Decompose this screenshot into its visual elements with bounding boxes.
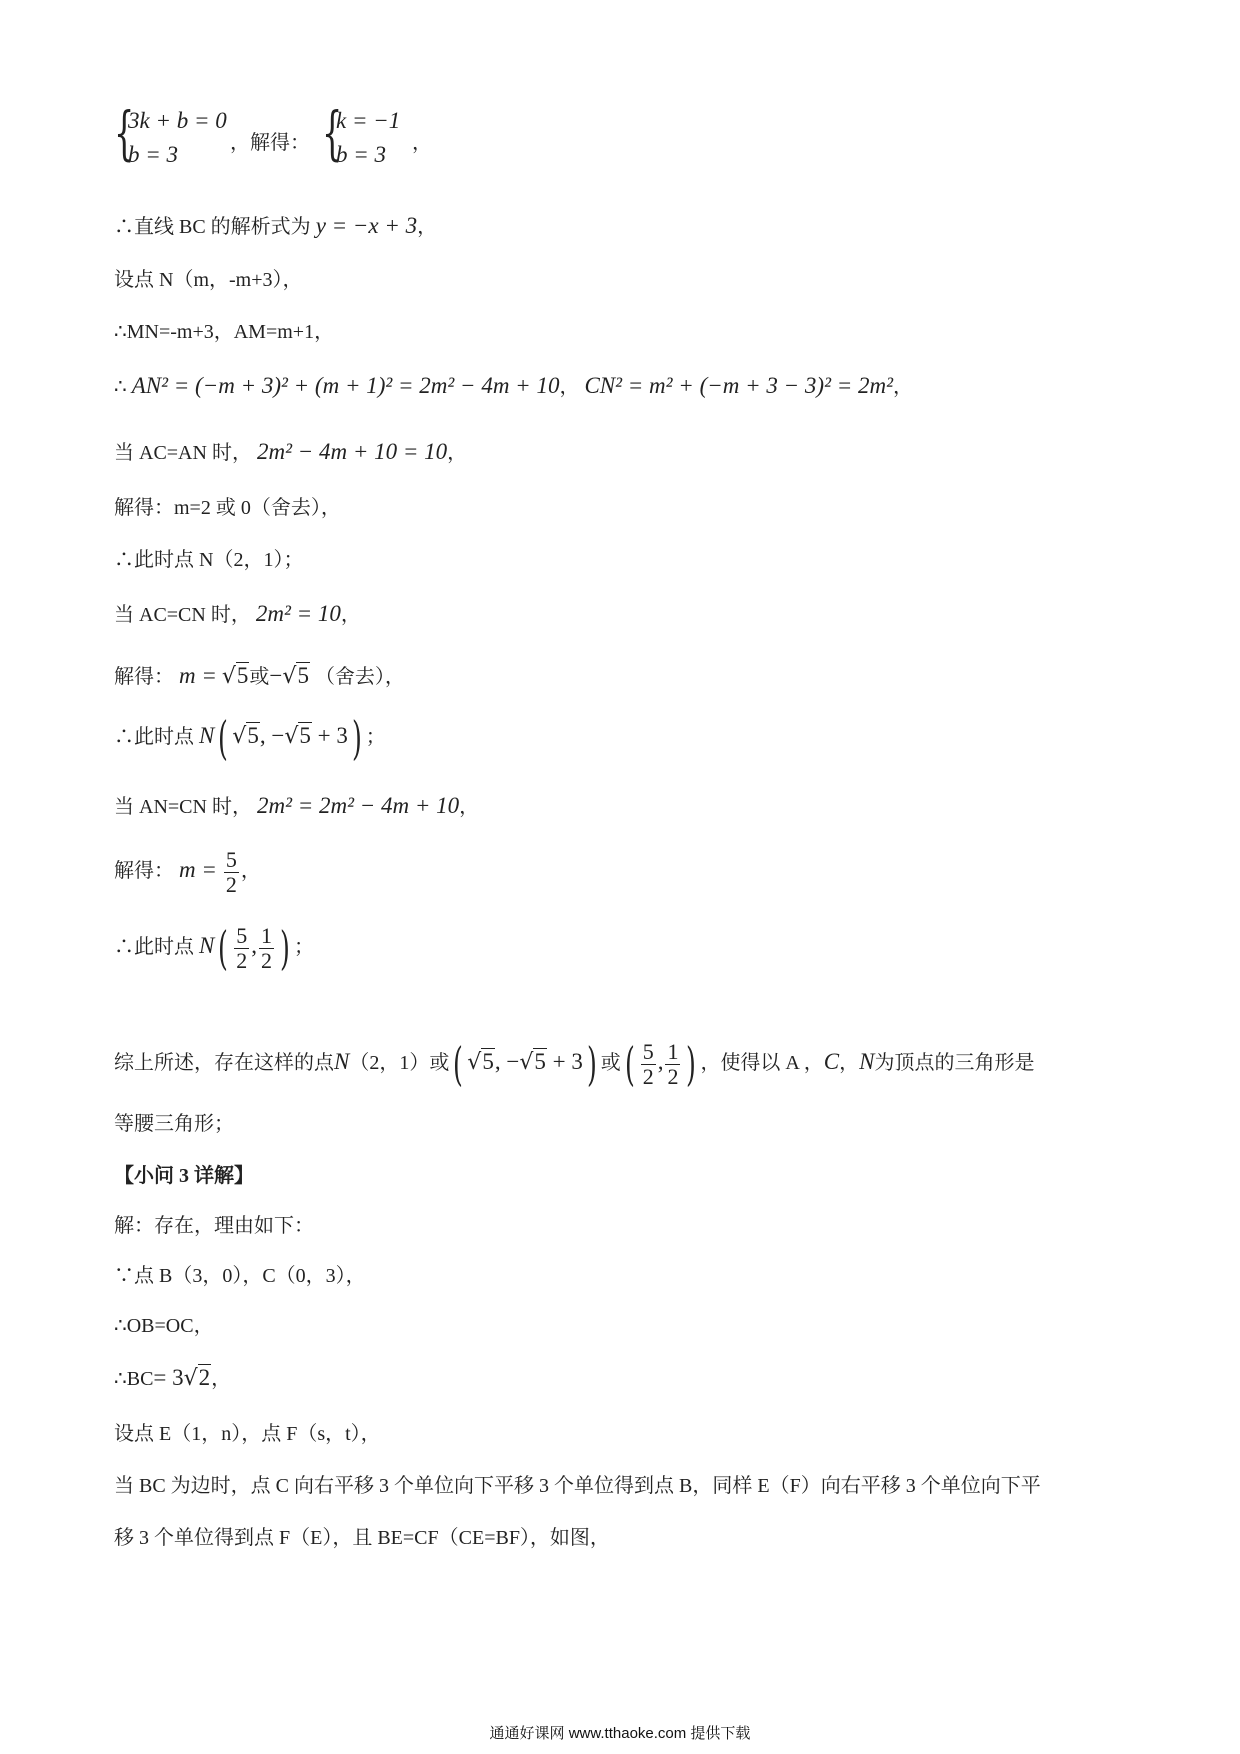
point-n: N [334, 1049, 350, 1074]
text: ∴此时点 [114, 726, 194, 748]
text: ∴直线 BC 的解析式为 [114, 216, 311, 238]
denominator: 2 [667, 1063, 679, 1089]
text: 当 AC=AN 时， [114, 442, 252, 464]
fraction-5-2 [641, 1040, 656, 1089]
text: 为顶点的三角形是 [874, 1052, 1035, 1074]
denominator: 2 [261, 947, 273, 973]
system-end-comma: ， [412, 132, 432, 154]
radicand: 5 [299, 723, 311, 748]
text: 解得： [114, 666, 174, 688]
left-system-row-1: 3k + b = 0 [128, 108, 227, 133]
text: ， [839, 1052, 860, 1074]
left-paren: ( [453, 1037, 464, 1092]
right-paren: ) [351, 711, 362, 766]
radicand: 2 [198, 1365, 211, 1390]
punct: ， [340, 604, 361, 626]
numerator: 1 [261, 922, 273, 948]
radicand: 5 [482, 1049, 494, 1074]
left-brace: { [114, 99, 135, 167]
line-case-an-cn [114, 792, 479, 821]
line-answer-exists: 解：存在，理由如下： [114, 1215, 314, 1237]
sqrt-5: √5 [232, 723, 259, 749]
radicand: 5 [236, 663, 249, 688]
left-system-row-2: b = 3 [128, 142, 179, 167]
fraction-1-2 [665, 1040, 680, 1089]
left-system [114, 99, 234, 176]
punct: ， [893, 376, 913, 398]
radicand: 5 [247, 723, 259, 748]
line-isosceles: 等腰三角形； [114, 1113, 234, 1135]
minus: − [269, 663, 283, 688]
denominator: 2 [642, 1063, 654, 1089]
left-paren: ( [624, 1037, 635, 1092]
equation: 2m² − 4m + 10 = 10 [256, 439, 448, 464]
line-summary: 综上所述，存在这样的点N（2，1）或( √5, −√5 + 3) 或( $\frac{5}{2}$ , $\frac{1}{2}$ ) ，使得以 A ，C，N为顶点的三角形是 [114, 1034, 1034, 1092]
punct: ； [294, 936, 314, 958]
equation: 2m² = 2m² − 4m + 10 [256, 793, 460, 818]
punct: ， [559, 376, 580, 398]
text: （2，1）或 [349, 1052, 450, 1074]
discard-note: （舍去）， [314, 666, 405, 688]
text: ，使得以 A ， [700, 1052, 824, 1074]
sqrt-5: √5 [284, 723, 311, 749]
punct: ， [417, 216, 438, 238]
line-bc-expression [114, 212, 437, 241]
sqrt-5: √5 [519, 1049, 546, 1075]
or-text: 或 [600, 1052, 621, 1074]
punct: ， [211, 1368, 232, 1390]
line-bc-side-case: 当 BC 为边时，点 C 向右平移 3 个单位向下平移 3 个单位得到点 B，同样 E（F）向右平移 3 个单位向下平 [114, 1475, 1041, 1497]
line-solve-m-2: 解得：m=2 或 0（舍去）， [114, 497, 341, 519]
line-case-ac-cn [114, 600, 361, 629]
solve-label: ，解得： [230, 132, 310, 154]
radicand: 5 [297, 663, 309, 688]
m-equals: m = [179, 857, 217, 882]
equals-3: = 3 [153, 1365, 184, 1390]
sqrt-5: √5 [221, 663, 249, 689]
line-points-b-c: ∵点 B（3，0），C（0，3）， [114, 1265, 366, 1287]
text: 当 AC=CN 时， [114, 604, 251, 626]
m-equals: m = [179, 663, 217, 688]
fraction-5-2 [224, 848, 239, 897]
right-paren: ) [686, 1037, 697, 1092]
sqrt-2: √2 [183, 1365, 211, 1391]
equation-cn: CN² = m² + (−m + 3 − 3)² = 2m² [584, 373, 893, 398]
point-c: C [823, 1049, 840, 1074]
punct: ， [447, 442, 468, 464]
text: 当 AN=CN 时， [114, 796, 252, 818]
text: 综上所述，存在这样的点 [114, 1052, 334, 1074]
numerator: 5 [225, 846, 237, 872]
line-solve-m-sqrt5 [114, 662, 405, 691]
line-set-point-n: 设点 N（m，-m+3）， [114, 269, 303, 291]
line-case-ac-an [114, 438, 467, 467]
numerator: 5 [236, 922, 248, 948]
line-point-n-frac: ∴此时点 N( $\frac{5}{2}$ , $\frac{1}{2}$ ) ； [114, 921, 314, 976]
right-paren: ) [586, 1037, 597, 1092]
equation: y = −x + 3 [315, 213, 418, 238]
punct: ， [240, 860, 261, 882]
denominator: 2 [236, 947, 248, 973]
section-heading-q3: 【小问 3 详解】 [114, 1165, 254, 1187]
line-bc-length [114, 1364, 231, 1393]
right-brace: { [322, 99, 343, 167]
right-system-row-2: b = 3 [336, 142, 387, 167]
line-ob-oc: ∴OB=OC， [114, 1315, 214, 1337]
sqrt-5: √5 [282, 663, 309, 689]
line-an-cn-squared [114, 372, 913, 401]
text: ∴BC [114, 1368, 154, 1390]
text: ∴此时点 [114, 936, 194, 958]
punct: ， [459, 796, 480, 818]
denominator: 2 [225, 871, 237, 897]
or-text: 或 [249, 666, 270, 688]
numerator: 5 [642, 1038, 654, 1064]
line-point-n-sqrt5 [114, 711, 386, 766]
right-system-row-1: k = −1 [336, 108, 401, 133]
point-n: N [859, 1049, 875, 1074]
right-paren: ) [280, 921, 290, 976]
equation-an: AN² = (−m + 3)² + (m + 1)² = 2m² − 4m + 10 [131, 373, 560, 398]
punct: ； [365, 726, 386, 748]
therefore-symbol: ∴ [114, 376, 127, 398]
line-mn-am: ∴MN=-m+3，AM=m+1， [114, 321, 335, 343]
line-solve-m-frac [114, 842, 261, 899]
equation-system-line [114, 99, 614, 184]
separator: , − [494, 1049, 520, 1074]
sqrt-5: √5 [467, 1049, 494, 1075]
left-paren: ( [218, 711, 229, 766]
fraction-5-2 [234, 924, 249, 973]
left-paren: ( [218, 921, 229, 976]
line-set-points-e-f: 设点 E（1，n），点 F（s，t）， [114, 1423, 381, 1445]
text: 解得： [114, 860, 174, 882]
point-n: N [199, 933, 215, 958]
plus-3: + 3 [546, 1049, 583, 1074]
page-footer: 通通好课网 www.tthaoke.com 提供下载 [489, 1725, 751, 1742]
fraction-1-2 [259, 924, 274, 973]
line-translation: 移 3 个单位得到点 F（E），且 BE=CF（CE=BF），如图， [114, 1527, 610, 1549]
line-point-n-2-1: ∴此时点 N（2，1）； [114, 549, 304, 571]
equation: 2m² = 10 [255, 601, 341, 626]
point-n: N [199, 723, 215, 748]
numerator: 1 [667, 1038, 679, 1064]
separator: , − [259, 723, 285, 748]
plus-3: + 3 [311, 723, 348, 748]
radicand: 5 [534, 1049, 546, 1074]
right-system [322, 99, 412, 176]
